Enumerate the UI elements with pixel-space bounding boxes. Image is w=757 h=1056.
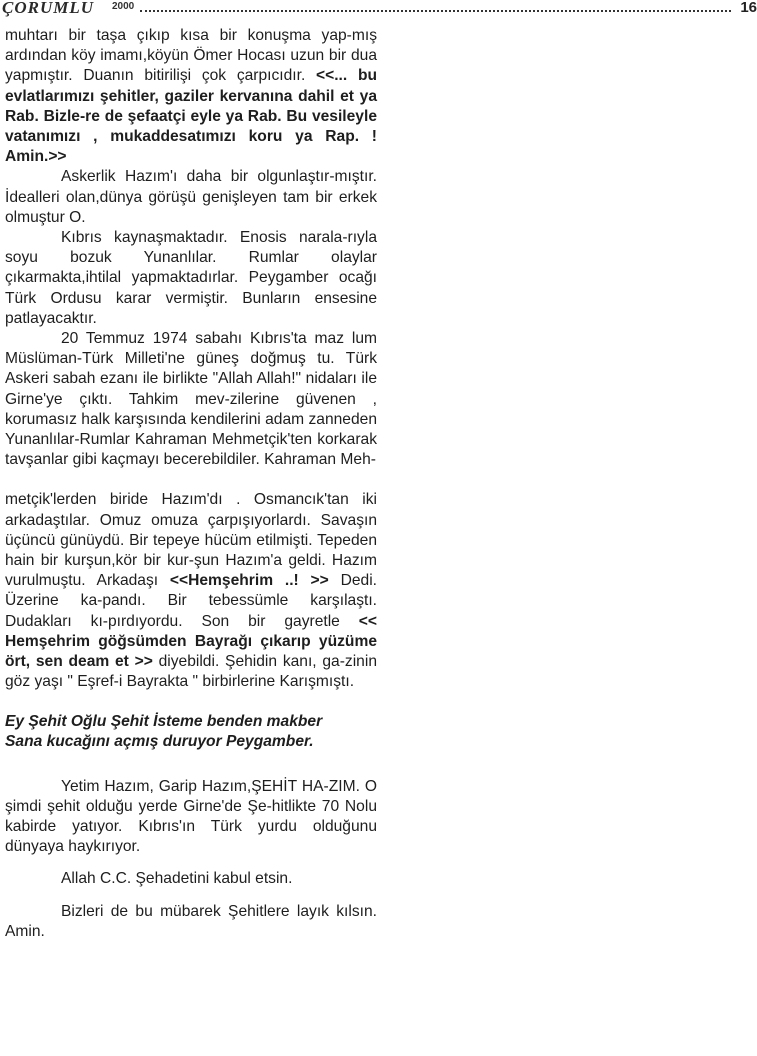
paragraph-martyrdom (5, 490, 377, 692)
paragraph-grave: Yetim Hazım, Garip Hazım,ŞEHİT HA-ZIM. O şimdi şehit olduğu yerde Girne'de Şe-hitlikte 70 Nolu kabirde yatıyor. Kıbrıs'ın Türk yurdu olduğunu dünyaya haykırıyor. (5, 777, 377, 856)
paragraph-closing-prayer: Bizleri de bu mübarek Şehitlere layık kılsın. Amin. (5, 902, 377, 940)
poem-line-2: Sana kucağını açmış duruyor Peygamber. (5, 732, 314, 750)
article-column (5, 26, 377, 942)
page-header (0, 0, 757, 18)
paragraph-military: Askerlik Hazım'ı daha bir olgunlaştır-mıştır. İdealleri olan,dünya görüşü genişleyen tam bir erkek olmuştur O. (5, 168, 377, 226)
martyrdom-text-2: Dedi. Üzerine ka-pandı. Bir tebessümle karşılaştı. Dudakları kı-pırdıyordu. Son bir gayretle (5, 572, 377, 630)
prayer-intro-text: muhtarı bir taşa çıkıp kısa bir konuşma yap-mış ardından köy imamı,köyün Ömer Hocası uzun bir dua yapmıştır. Duanın bitirilişi çok çarpıcıdır. (5, 27, 377, 85)
poem-couplet (5, 712, 377, 752)
martyrdom-text-1: metçik'lerden biride Hazım'dı . Osmancık'tan iki arkadaştılar. Omuz omuza çarpışıyorlardı. Savaşın üçüncü günüydü. Bir tepeye hücüm etilmişti. Tepeden hain bir kurşun,kör bir kur-şun Hazım'a geldi. Hazım vurulmuştu. Arkadaşı (5, 491, 377, 590)
paragraph-cyprus: Kıbrıs kaynaşmaktadır. Enosis narala-rıyla soyu bozuk Yunanlılar. Rumlar olaylar çıkarmakta,ihtilal yapmaktadırlar. Peygamber ocağı Türk Ordusu karar vermiştir. Bunların ensesine patlayacaktır. (5, 229, 377, 327)
last-words-quote: << Hemşehrim göğsümden Bayrağı çıkarıp yüzüme ört, sen deam et >> (5, 612, 377, 671)
martyrdom-text-3: diyebildi. Şehidin kanı, ga-zinin göz yaşı " Eşref-i Bayrakta " birbirlerine Karışmıştı. (5, 653, 377, 691)
paragraph-prayer (5, 26, 377, 167)
magazine-title: ÇORUMLU (2, 0, 95, 17)
paragraph-july-20: 20 Temmuz 1974 sabahı Kıbrıs'ta maz lum Müslüman-Türk Milleti'ne güneş doğmuş tu. Türk Askeri sabah ezanı ile birlikte "Allah Allah!" nidaları ile Girne'ye çıktı. Tahkim mev-zilerine güvenen , korumasız halk karşısında kendilerini adam zanneden Yunanlılar-Rumlar Kahraman Mehmetçik'ten korkarak tavşanlar gibi kaçmayı becerebildiler. Kahraman Meh- (5, 330, 377, 469)
issue-year: 2000 (112, 1, 135, 12)
prayer-quote: <<... bu evlatlarımızı şehitler, gaziler kervanına dahil et ya Rab. Bizle-re de şefaatçi eyle ya Rab. Bu vesileyle vatanımızı , mukaddesatımızı koru ya Rap. ! Amin.>> (5, 67, 377, 166)
poem-line-1: Ey Şehit Oğlu Şehit İsteme benden makber (5, 712, 323, 730)
hemsehrim-quote: <<Hemşehrim ..! >> (169, 572, 329, 590)
page-number: 16 (740, 0, 757, 16)
header-rule (140, 10, 731, 12)
paragraph-blessing: Allah C.C. Şehadetini kabul etsin. (61, 870, 293, 888)
